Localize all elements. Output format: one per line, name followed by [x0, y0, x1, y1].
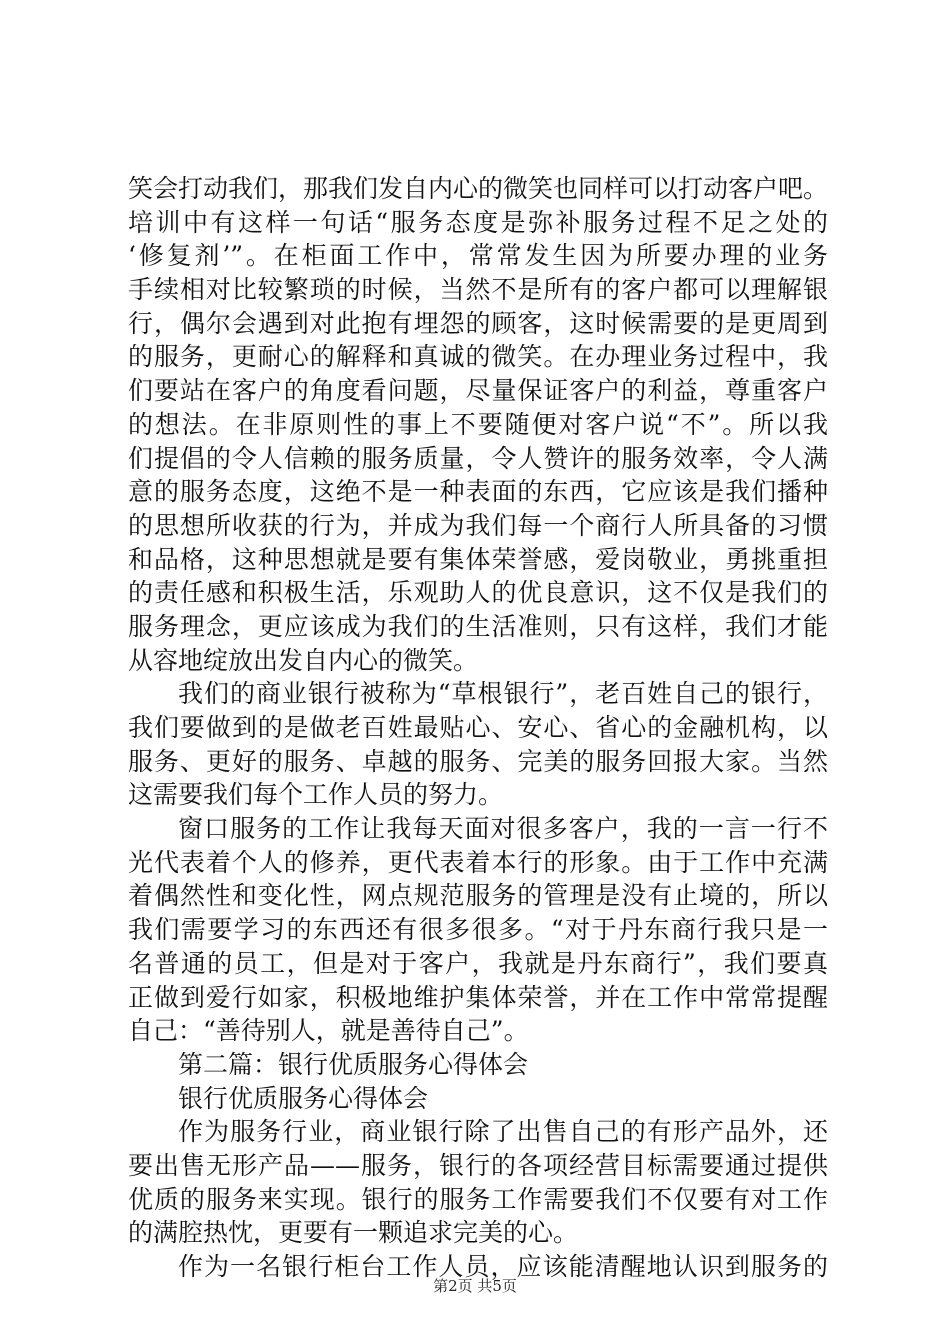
text-line: 名普通的员工，但是对于客户，我就是丹东商行”，我们要真 [128, 948, 828, 978]
text-line: 要出售无形产品——服务，银行的各项经营目标需要通过提供 [128, 1150, 828, 1180]
section-heading: 第二篇：银行优质服务心得体会 [178, 1049, 529, 1079]
text-line: 们要站在客户的角度看问题，尽量保证客户的利益，尊重客户 [128, 376, 828, 406]
text-line: 的思想所收获的行为，并成为我们每一个商行人所具备的习惯 [128, 510, 828, 540]
text-line: 手续相对比较繁琐的时候，当然不是所有的客户都可以理解银 [128, 275, 828, 305]
text-line: 我们的商业银行被称为“草根银行”，老百姓自己的银行， [178, 679, 828, 709]
text-line: 光代表着个人的修养，更代表着本行的形象。由于工作中充满 [128, 847, 828, 877]
text-line: 和品格，这种思想就是要有集体荣誉感，爱岗敬业，勇挑重担 [128, 544, 828, 574]
text-line: 着偶然性和变化性，网点规范服务的管理是没有止境的，所以 [128, 881, 828, 911]
text-line: 行，偶尔会遇到对此抱有埋怨的顾客，这时候需要的是更周到 [128, 308, 828, 338]
page-number: 第2页 共5页 [433, 1277, 517, 1295]
text-line: 服务、更好的服务、卓越的服务、完美的服务回报大家。当然 [128, 746, 828, 776]
text-line: 这需要我们每个工作人员的努力。 [128, 780, 504, 810]
text-line: ‘修复剂’”。在柜面工作中，常常发生因为所要办理的业务 [128, 241, 828, 271]
text-line: 自己：“善待别人，就是善待自己”。 [128, 1016, 529, 1046]
text-line: 服务理念，更应该成为我们的生活准则，只有这样，我们才能 [128, 611, 828, 641]
text-line: 的满腔热忱，更要有一颗追求完美的心。 [128, 1218, 579, 1248]
text-line: 笑会打动我们，那我们发自内心的微笑也同样可以打动客户吧。 [128, 174, 829, 203]
text-line: 的服务，更耐心的解释和真诚的微笑。在办理业务过程中，我 [128, 342, 828, 372]
text-line: 的想法。在非原则性的事上不要随便对客户说“不”。所以我 [128, 409, 828, 439]
text-line: 从容地绽放出发自内心的微笑。 [128, 645, 479, 675]
text-line: 窗口服务的工作让我每天面对很多客户，我的一言一行不 [178, 814, 828, 844]
text-line: 作为一名银行柜台工作人员，应该能清醒地认识到服务的 [178, 1252, 828, 1281]
text-line: 们提倡的令人信赖的服务质量，令人赞许的服务效率，令人满 [128, 443, 828, 473]
text-line: 作为服务行业，商业银行除了出售自己的有形产品外，还 [178, 1117, 828, 1147]
text-line: 的责任感和积极生活，乐观助人的优良意识，这不仅是我们的 [128, 578, 828, 608]
text-line: 我们要做到的是做老百姓最贴心、安心、省心的金融机构，以 [128, 713, 828, 742]
text-line: 我们需要学习的东西还有很多很多。“对于丹东商行我只是一 [128, 915, 828, 945]
article-title: 银行优质服务心得体会 [178, 1083, 429, 1113]
document-body [128, 172, 828, 1284]
text-line: 优质的服务来实现。银行的服务工作需要我们不仅要有对工作 [128, 1184, 828, 1214]
text-line: 培训中有这样一句话“服务态度是弥补服务过程不足之处的 [128, 207, 828, 237]
text-line: 意的服务态度，这绝不是一种表面的东西，它应该是我们播种 [128, 477, 828, 507]
page-footer [0, 1276, 950, 1296]
text-line: 正做到爱行如家，积极地维护集体荣誉，并在工作中常常提醒 [128, 982, 828, 1012]
